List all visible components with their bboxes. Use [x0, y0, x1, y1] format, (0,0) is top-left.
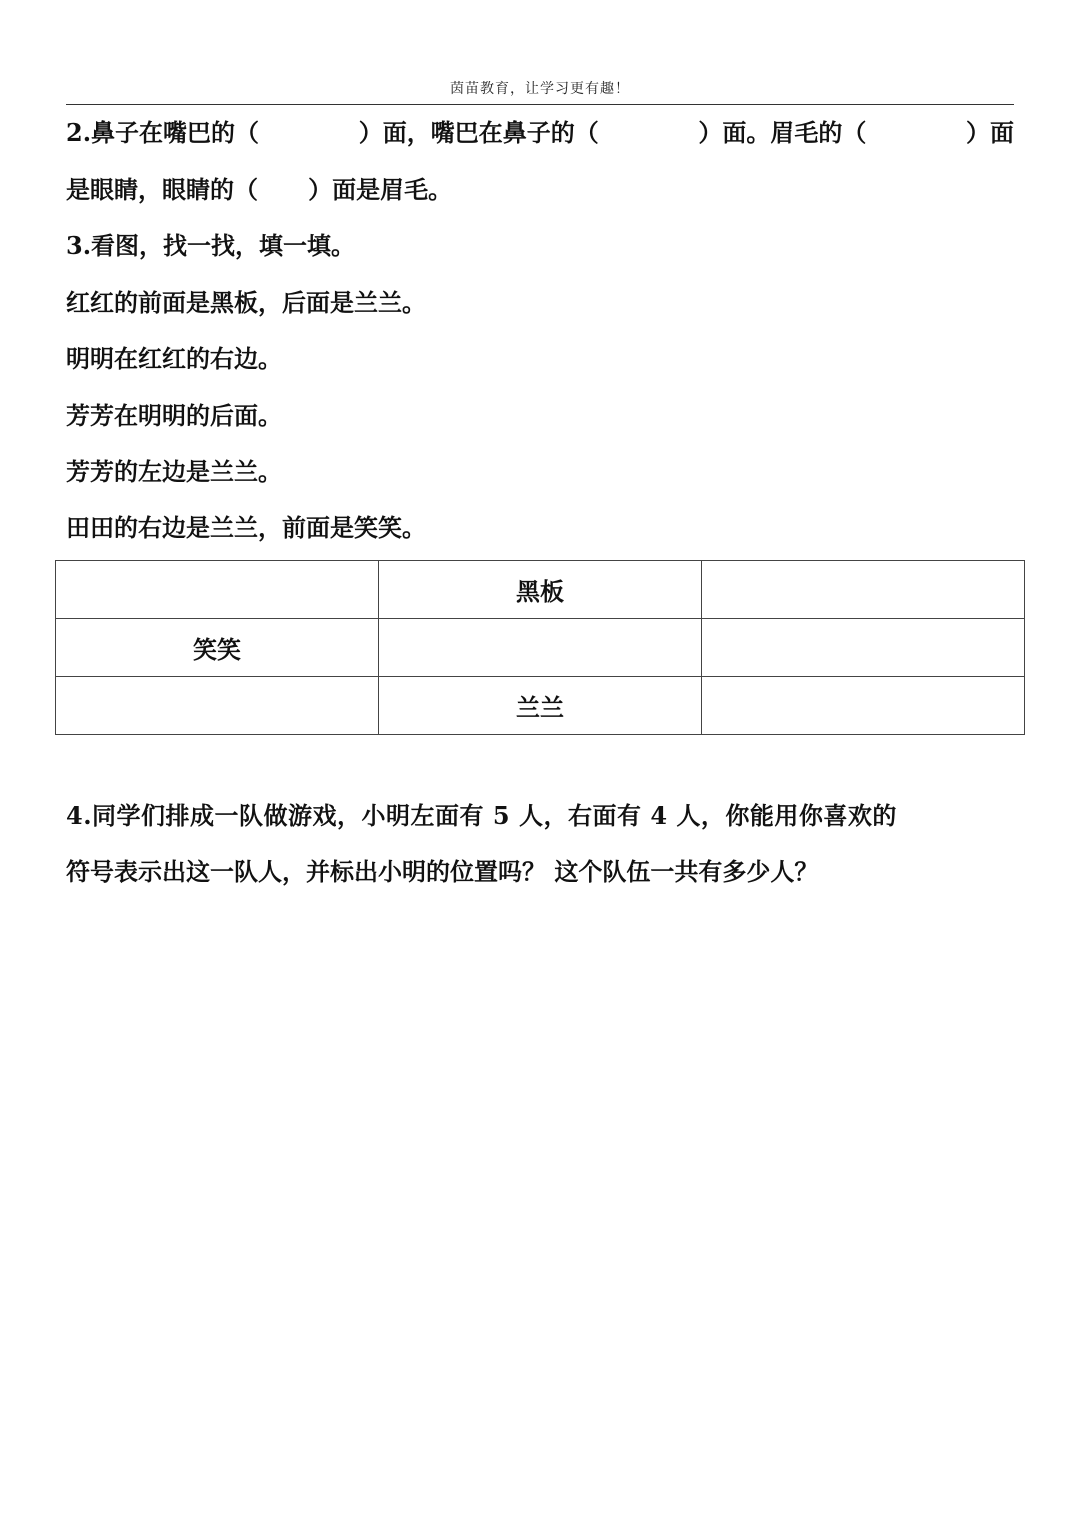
clue-1: 红红的前面是黑板，后面是兰兰。 — [66, 288, 426, 317]
q2-part-3: ）面。眉毛的（ — [698, 118, 867, 147]
table-cell: 黑板 — [379, 561, 702, 619]
table-row — [56, 561, 1025, 619]
header-divider — [66, 104, 1014, 105]
question-2-line-1 — [66, 118, 1014, 148]
table-cell — [379, 619, 702, 677]
question-4-line-1: 4.同学们排成一队做游戏，小明左面有 5 人，右面有 4 人，你能用你喜欢的 — [66, 801, 897, 830]
clue-2: 明明在红红的右边。 — [66, 344, 282, 373]
table-cell — [56, 677, 379, 735]
clue-3: 芳芳在明明的后面。 — [66, 401, 282, 430]
question-4-line-2: 符号表示出这一队人，并标出小明的位置吗？ 这个队伍一共有多少人？ — [66, 857, 819, 886]
clue-4: 芳芳的左边是兰兰。 — [66, 457, 282, 486]
seating-table — [55, 560, 1025, 735]
table-cell: 兰兰 — [379, 677, 702, 735]
q2-part-2: ）面，嘴巴在鼻子的（ — [358, 118, 599, 147]
clue-5: 田田的右边是兰兰，前面是笑笑。 — [66, 513, 426, 542]
table-row — [56, 677, 1025, 735]
table-cell — [702, 619, 1025, 677]
table-row — [56, 619, 1025, 677]
question-3-title: 3.看图，找一找，填一填。 — [66, 231, 356, 260]
page-header: 茵苗教育，让学习更有趣！ — [450, 81, 630, 97]
table-cell: 笑笑 — [56, 619, 379, 677]
question-2-line-2: 是眼睛，眼睛的（ ）面是眉毛。 — [66, 175, 453, 204]
table-cell — [702, 677, 1025, 735]
table-cell — [702, 561, 1025, 619]
table-cell — [56, 561, 379, 619]
q2-part-1: 2.鼻子在嘴巴的（ — [66, 118, 260, 147]
q2-part-4: ）面 — [965, 118, 1014, 147]
